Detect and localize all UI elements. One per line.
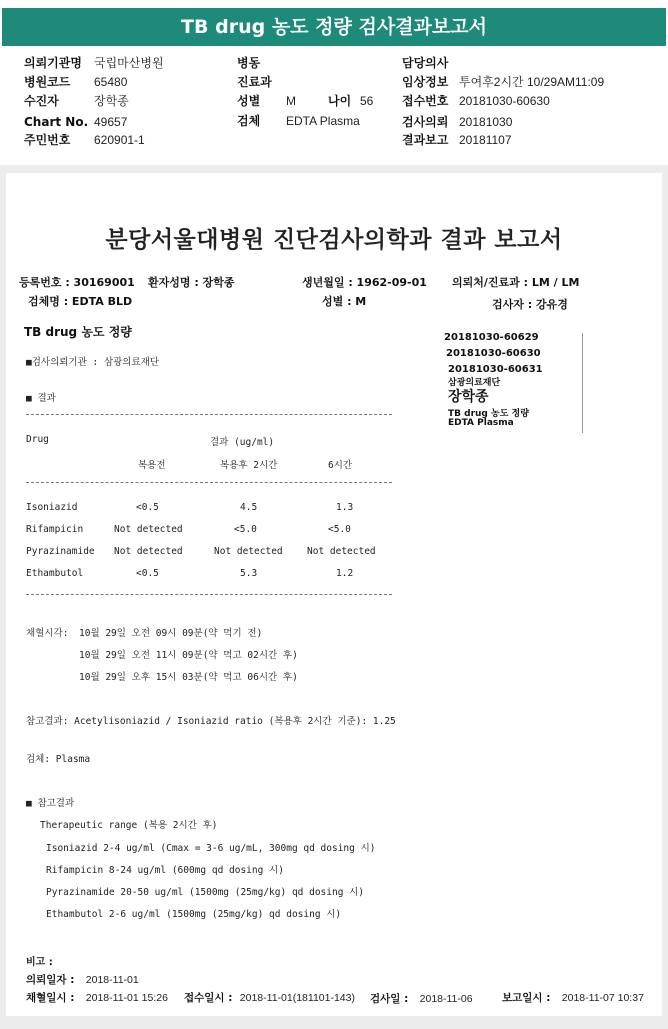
footer-request-date-value: 2018-11-01 [85, 974, 139, 986]
report-date-label: 결과보고 [402, 133, 449, 147]
receipt-no-value: 20181030-60630 [459, 94, 550, 108]
institution-field [24, 56, 82, 70]
page-gap [0, 165, 668, 173]
test-name: TB drug 농도 정량 [24, 325, 132, 339]
table-cell-before: Not detected [114, 524, 183, 535]
chart-no-label: Chart No. [24, 115, 89, 129]
hospital-code-label: 병원코드 [24, 75, 71, 89]
page-bottom-gap [0, 1016, 668, 1029]
sampling-label: 채혈시각: [26, 628, 69, 639]
sampling-time: 10월 29일 오전 09시 09분(약 먹기 전) [79, 628, 263, 639]
sticker-edge [582, 333, 583, 433]
report-title-bar: TB drug 농도 정량 검사결과보고서 [2, 8, 666, 46]
sex-value: M [286, 94, 296, 108]
divider [26, 482, 392, 483]
sticker-specimen: EDTA Plasma [448, 418, 514, 428]
specimen-value: EDTA Plasma [286, 114, 360, 128]
age-value: 56 [360, 94, 374, 108]
receipt-no-label: 접수번호 [402, 94, 449, 108]
ward-label: 병동 [237, 56, 261, 70]
date-of-birth: 생년월일 : 1962-09-01 [302, 276, 427, 289]
before-dose-header: 복용전 [138, 460, 166, 471]
footer-receipt-time [184, 990, 355, 1005]
range-line: Rifampicin 8-24 ug/ml (600mg qd dosing 시) [46, 865, 284, 876]
table-row-drug: Ethambutol [26, 568, 84, 579]
sticker-barcode-1: 20181030-60629 [444, 332, 539, 343]
sampling-time: 10월 29일 오전 11시 09분(약 먹고 02시간 후) [79, 650, 298, 661]
patient-label: 수진자 [24, 94, 59, 108]
specimen-label-sticker [444, 326, 584, 436]
table-cell-6h: Not detected [307, 546, 376, 557]
sticker-barcode-3: 20181030-60631 [448, 364, 543, 375]
footer-request-date-label: 의뢰일자 : [26, 974, 75, 986]
lab-institution: ■검사의뢰기관 : 삼광의료재단 [26, 357, 160, 368]
request-date-label: 검사의뢰 [402, 115, 449, 129]
table-cell-2h: 4.5 [240, 502, 258, 513]
registration-number: 등록번호 : 30169001 [19, 276, 135, 289]
sticker-patient-name: 장학종 [448, 389, 489, 405]
sampling-time: 10월 29일 오후 15시 03분(약 먹고 06시간 후) [79, 672, 298, 683]
patient-name: 환자성명 : 장학종 [148, 276, 235, 289]
report-heading: 분당서울대병원 진단검사의학과 결과 보고서 [105, 227, 563, 253]
scanned-report [6, 173, 662, 1016]
table-cell-before: Not detected [114, 546, 183, 557]
footer-report-label: 보고일시 : [502, 992, 551, 1004]
table-cell-6h: 1.3 [336, 502, 354, 513]
table-cell-2h: 5.3 [240, 568, 258, 579]
footer-test-value: 2018-11-06 [419, 993, 473, 1005]
footer-draw-value: 2018-11-01 15:26 [85, 992, 168, 1004]
footer-request-date [26, 972, 139, 987]
report-date-value: 20181107 [459, 133, 512, 147]
clinical-info-value: 투여후2시간 10/29AM11:09 [459, 75, 605, 89]
footer-receipt-value: 2018-11-01(181101-143) [239, 992, 355, 1004]
divider [26, 414, 392, 415]
table-row-drug: Rifampicin [26, 524, 84, 535]
institution-label: 의뢰기관명 [24, 56, 82, 70]
drug-column-header: Drug [26, 434, 49, 445]
department-label: 진료과 [237, 75, 272, 89]
sticker-barcode-2: 20181030-60630 [446, 348, 541, 359]
range-line: Ethambutol 2-6 ug/ml (1500mg (25mg/kg) qd dosing 시) [46, 909, 342, 920]
footer-report-value: 2018-11-07 10:37 [561, 992, 644, 1004]
reference-heading: ■ 참고결과 [26, 798, 75, 809]
institution-value: 국립마산병원 [94, 56, 164, 70]
note-label: 비고 : [26, 957, 53, 968]
therapeutic-range-heading: Therapeutic range (복용 2시간 후) [40, 820, 218, 831]
ssn-label: 주민번호 [24, 133, 71, 147]
request-date-value: 20181030 [459, 115, 513, 129]
table-cell-6h: <5.0 [328, 524, 351, 535]
footer-test-date [370, 991, 473, 1006]
after-2h-header: 복용후 2시간 [220, 460, 278, 471]
reference-ratio: 참고결과: Acetylisoniazid / Isoniazid ratio (복용후 2시간 기준): 1.25 [26, 716, 396, 727]
sticker-lab-name: 삼광의료재단 [448, 378, 501, 388]
specimen-plasma: 검체: Plasma [26, 754, 91, 765]
table-cell-6h: 1.2 [336, 568, 354, 579]
divider [26, 594, 392, 595]
table-row-drug: Isoniazid [26, 502, 78, 513]
footer-test-label: 검사일 : [370, 993, 409, 1005]
clinical-info-label: 임상정보 [402, 75, 449, 89]
footer-draw-time [26, 990, 168, 1005]
ssn-value: 620901-1 [94, 133, 145, 147]
doctor-label: 담당의사 [402, 56, 449, 70]
result-heading: ■ 결과 [26, 393, 56, 404]
footer-report-time [502, 990, 644, 1005]
after-6h-header: 6시간 [328, 460, 353, 471]
specimen-label: 검체 [237, 114, 261, 128]
result-unit-header: 결과 (ug/ml) [210, 437, 275, 448]
specimen-name: 검체명 : EDTA BLD [28, 295, 133, 308]
examiner: 검사자 : 강유경 [492, 298, 568, 311]
table-cell-before: <0.5 [136, 502, 159, 513]
footer-draw-label: 채혈일시 : [26, 992, 75, 1004]
table-cell-2h: Not detected [214, 546, 283, 557]
patient-value: 장학종 [94, 94, 129, 108]
table-cell-2h: <5.0 [234, 524, 257, 535]
report-sex: 성별 : M [322, 295, 367, 308]
table-row-drug: Pyrazinamide [26, 546, 95, 557]
sex-label: 성별 [237, 94, 261, 108]
hospital-code-value: 65480 [94, 75, 128, 89]
chart-no-value: 49657 [94, 115, 128, 129]
result-summary-sheet [0, 0, 668, 165]
range-line: Pyrazinamide 20-50 ug/ml (1500mg (25mg/kg) qd dosing 시) [46, 887, 365, 898]
age-label: 나이 [328, 94, 352, 108]
table-cell-before: <0.5 [136, 568, 159, 579]
range-line: Isoniazid 2-4 ug/ml (Cmax = 3-6 ug/mL, 300mg qd dosing 시) [46, 843, 376, 854]
requesting-department: 의뢰처/진료과 : LM / LM [452, 276, 580, 289]
sticker-test-name: TB drug 농도 정량 [448, 409, 529, 419]
footer-receipt-label: 접수일시 : [184, 992, 233, 1004]
